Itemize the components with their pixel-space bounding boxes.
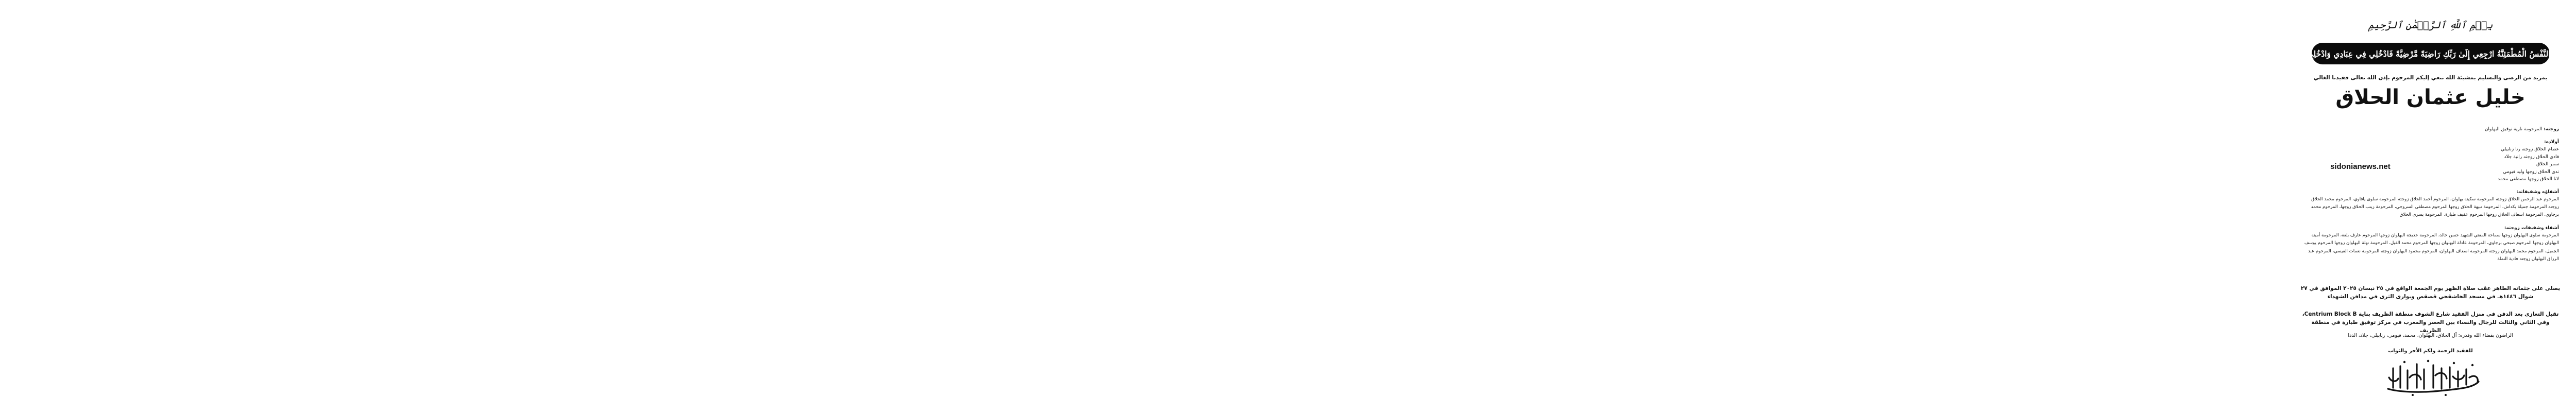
mourners-line: الراضون بقضاء الله وقدره: آل الحلاق، البهلوان، محمد، فيومي، زنابيلي، جلاد، الددا: [2348, 333, 2513, 338]
siblings-text: المرحوم عبد الرحمن الحلاق زوجته المرحومة سكينة بهلوان، المرحوم أحمد الحلاق زوجته المرحومة سلوى يافاوي، المرحوم محمد الحلاق زوجته المرحومة جميلة بكداش، المرحومة نبيهة الحلاق زوجها المرحوم مصطفى السروجي، المرحومة زينب الحلاق زوجها، المرحوم محمد برجاوي، المرحومة اسعاف الحلاق زوجها المرحوم عفيف طبارة، المرحومة يسرى الحلاق: [2311, 197, 2559, 218]
child-item: سمر الحلاق: [2536, 162, 2559, 167]
closing-line: للفقيد الرحمة ولكم الأجر والثواب: [2388, 348, 2473, 354]
watermark: sidonianews.net: [2330, 162, 2391, 171]
in-laws-section: [2301, 225, 2559, 263]
child-item: ندى الحلاق زوجها وليد فيومي: [2503, 169, 2559, 175]
in-laws-label: أشقاء وشقيقات زوجته:: [2504, 225, 2559, 231]
children-label: أولاده:: [2544, 139, 2559, 145]
funeral-prayer-info: [2300, 284, 2561, 301]
wife-label: زوجته:: [2544, 127, 2559, 132]
child-item: فادي الحلاق زوجته رانية جلاد: [2504, 154, 2559, 160]
deceased-name: خليل عثمان الحلاق: [2335, 85, 2526, 109]
condolence-line-1: تقبل التعازي بعد الدفن في منزل الفقيد شارع الشوف منطقة الظريف بناية Centrium Block B،: [2302, 311, 2559, 317]
condolence-line-2: وفي الثاني والثالث للرجال والنساء بين العصر والمغرب في مركز توفيق طبارة في منطقة الظريف: [2311, 319, 2550, 334]
siblings-section: [2301, 188, 2559, 219]
condolence-info: [2300, 310, 2561, 335]
basmala: بِسۡمِ ٱللَّهِ ٱلرَّحۡمَٰنِ ٱلرَّحِيمِ: [2368, 20, 2493, 31]
siblings-label: أشقاؤه وشقيقاته:: [2516, 189, 2559, 195]
child-item: عصام الحلاق زوجته رنا زنابيلي: [2500, 147, 2559, 152]
children-section: [2301, 139, 2559, 183]
prayer-line-2: شوال ١٤٤٦هـ في مسجد الخاشقجي قصقص ويوارى الثرى في مدافن الشهداء: [2327, 294, 2534, 300]
wife-value: المرحومة نازية توفيق البهلوان: [2484, 127, 2543, 132]
obituary-page: [2285, 0, 2576, 412]
prayer-line-1: يصلى على جثمانه الطاهر عقب صلاة الظهر يوم الجمعة الواقع في ٢٥ نيسان ٢٠٢٥ الموافق في ٢٧: [2300, 285, 2561, 291]
in-laws-text: المرحومة سلوى البهلوان زوجها سماحة المفتي الشهيد حسن خالد، المرحومة خديجة البهلوان زوجها المرحوم عارف بلعة، المرحومة أمينة البهلوان زوجها المرحوم صبحي برجاوي، المرحومة عادلة البهلوان زوجها المرحوم محمد الفيل، المرحومة نهلة البهلوان زوجها المرحوم يوسف الجميل، المرحوم محمد البهلوان زوجته المرحومة اسعاف البهلوان، المرحوم محمود البهلوان زوجته المرحومة نعمات القيسي، المرحوم عبد الرزاق البهلوان زوجته فادية النملة: [2304, 233, 2559, 262]
calligraphy-emblem: [2378, 357, 2486, 398]
quran-verse-banner: [2287, 43, 2574, 64]
wife-row: [2301, 126, 2559, 133]
child-item: لانا الحلاق زوجها مصطفى محمد: [2498, 177, 2559, 182]
quran-verse-text: يَا أَيَّتُهَا النَّفْسُ الْمُطْمَئِنَّةُ ارْجِعِي إِلَىٰ رَبِّكِ رَاضِيَةً مَّرْضِيَّةً فَادْخُلِي فِي عِبَادِي وَادْخُلِي جَنَّتِي: [2287, 48, 2574, 59]
family-section: [2301, 126, 2559, 263]
intro-line: بمزيد من الرضى والتسليم بمشيئة الله ننعي إليكم المرحوم بإذن الله تعالى فقيدنا الغالي: [2313, 75, 2548, 81]
